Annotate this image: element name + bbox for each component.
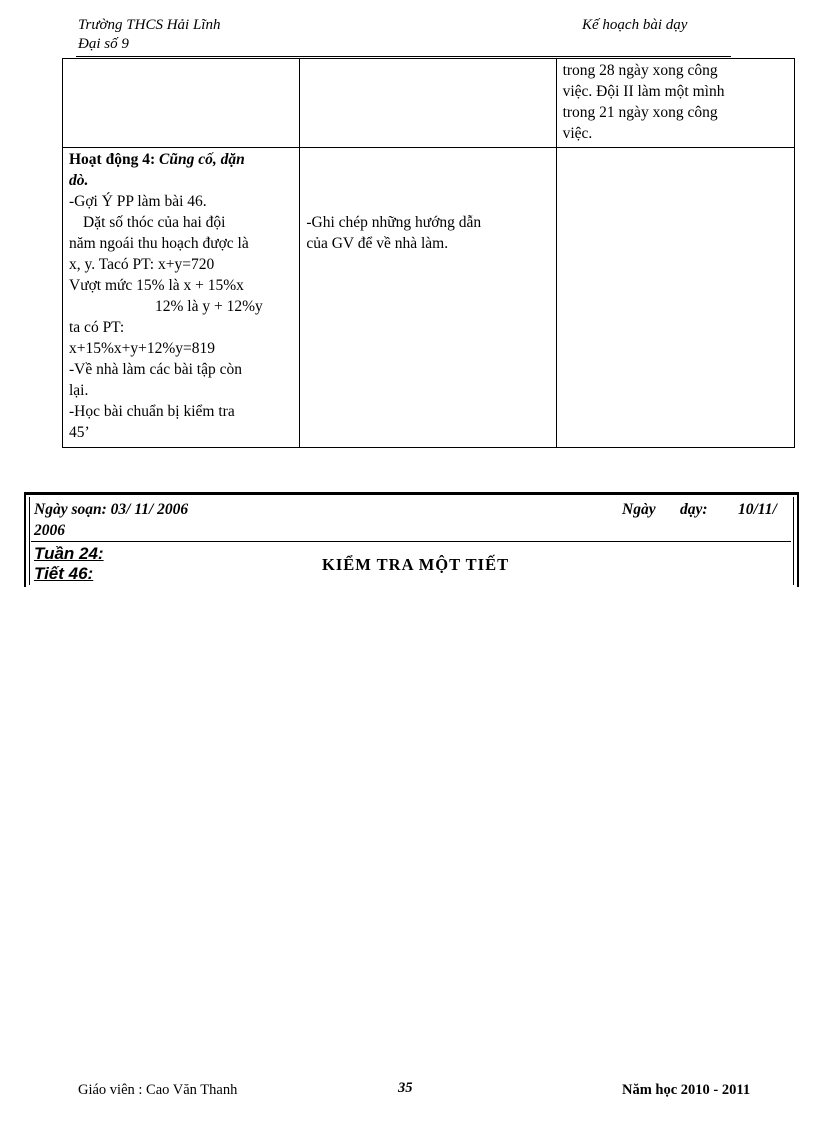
row2-col1 bbox=[63, 148, 300, 448]
row1-col3-line: trong 28 ngày xong công bbox=[562, 62, 718, 79]
col1-line: -Gợi Ý PP làm bài 46. bbox=[69, 193, 207, 210]
col2-line: của GV để về nhà làm. bbox=[306, 235, 449, 252]
period-label: Tiết 46: bbox=[34, 564, 94, 583]
footer-teacher: Giáo viên : Cao Văn Thanh bbox=[78, 1082, 238, 1098]
row1-col3-line: trong 21 ngày xong công bbox=[562, 104, 718, 121]
col1-line: 45’ bbox=[69, 424, 90, 441]
col1-line: ta có PT: bbox=[69, 319, 125, 336]
activity-heading bbox=[69, 149, 294, 170]
page-number: 35 bbox=[398, 1080, 413, 1096]
table-row bbox=[63, 148, 795, 448]
header-subject: Đại số 9 bbox=[78, 36, 129, 52]
activity-name-cont: dò. bbox=[69, 172, 89, 189]
row1-col3-line: việc. bbox=[562, 125, 593, 142]
date-row bbox=[34, 499, 792, 539]
col1-line: năm ngoái thu hoạch được là bbox=[69, 235, 249, 252]
row2-col3 bbox=[556, 148, 794, 448]
teach-date: 10/11/ bbox=[738, 501, 777, 518]
col1-line: x, y. Tacó PT: x+y=720 bbox=[69, 256, 215, 273]
activity-label: Hoạt động 4: bbox=[69, 151, 156, 168]
teach-date-label: Ngày bbox=[622, 501, 656, 518]
lesson-info-box bbox=[24, 492, 799, 587]
col1-line: Dặt số thóc của hai đội bbox=[83, 214, 226, 231]
col1-line: x+15%x+y+12%y=819 bbox=[69, 340, 216, 357]
activity-name: Cũng cố, dặn bbox=[159, 151, 245, 168]
row1-col2 bbox=[300, 59, 556, 148]
header-doc-type: Kế hoạch bài dạy bbox=[582, 17, 688, 33]
col1-line: -Về nhà làm các bài tập còn bbox=[69, 361, 242, 378]
col1-line: 12% là y + 12%y bbox=[155, 298, 263, 315]
table-row bbox=[63, 59, 795, 148]
row2-col2 bbox=[300, 148, 556, 448]
teach-date-label-b: dạy: bbox=[680, 501, 708, 518]
row1-col1 bbox=[63, 59, 300, 148]
lesson-activity-table bbox=[62, 58, 795, 448]
col2-line: -Ghi chép những hướng dẫn bbox=[306, 214, 482, 231]
col1-line: lại. bbox=[69, 382, 89, 399]
col1-line: -Học bài chuẩn bị kiểm tra bbox=[69, 403, 235, 420]
footer-school-year: Năm học 2010 - 2011 bbox=[622, 1082, 751, 1098]
header-school: Trường THCS Hải Lĩnh bbox=[78, 17, 221, 33]
week-label: Tuần 24: bbox=[34, 544, 104, 563]
box-divider bbox=[31, 541, 791, 542]
header-rule bbox=[76, 56, 731, 57]
row1-col3 bbox=[556, 59, 794, 148]
col1-line: Vượt mức 15% là x + 15%x bbox=[69, 277, 244, 294]
teach-date-year: 2006 bbox=[34, 522, 65, 539]
prep-date: Ngày soạn: 03/ 11/ 2006 bbox=[34, 501, 189, 518]
lesson-title: KIỂM TRA MỘT TIẾT bbox=[322, 555, 510, 574]
row1-col3-line: việc. Đội II làm một mình bbox=[562, 83, 725, 100]
